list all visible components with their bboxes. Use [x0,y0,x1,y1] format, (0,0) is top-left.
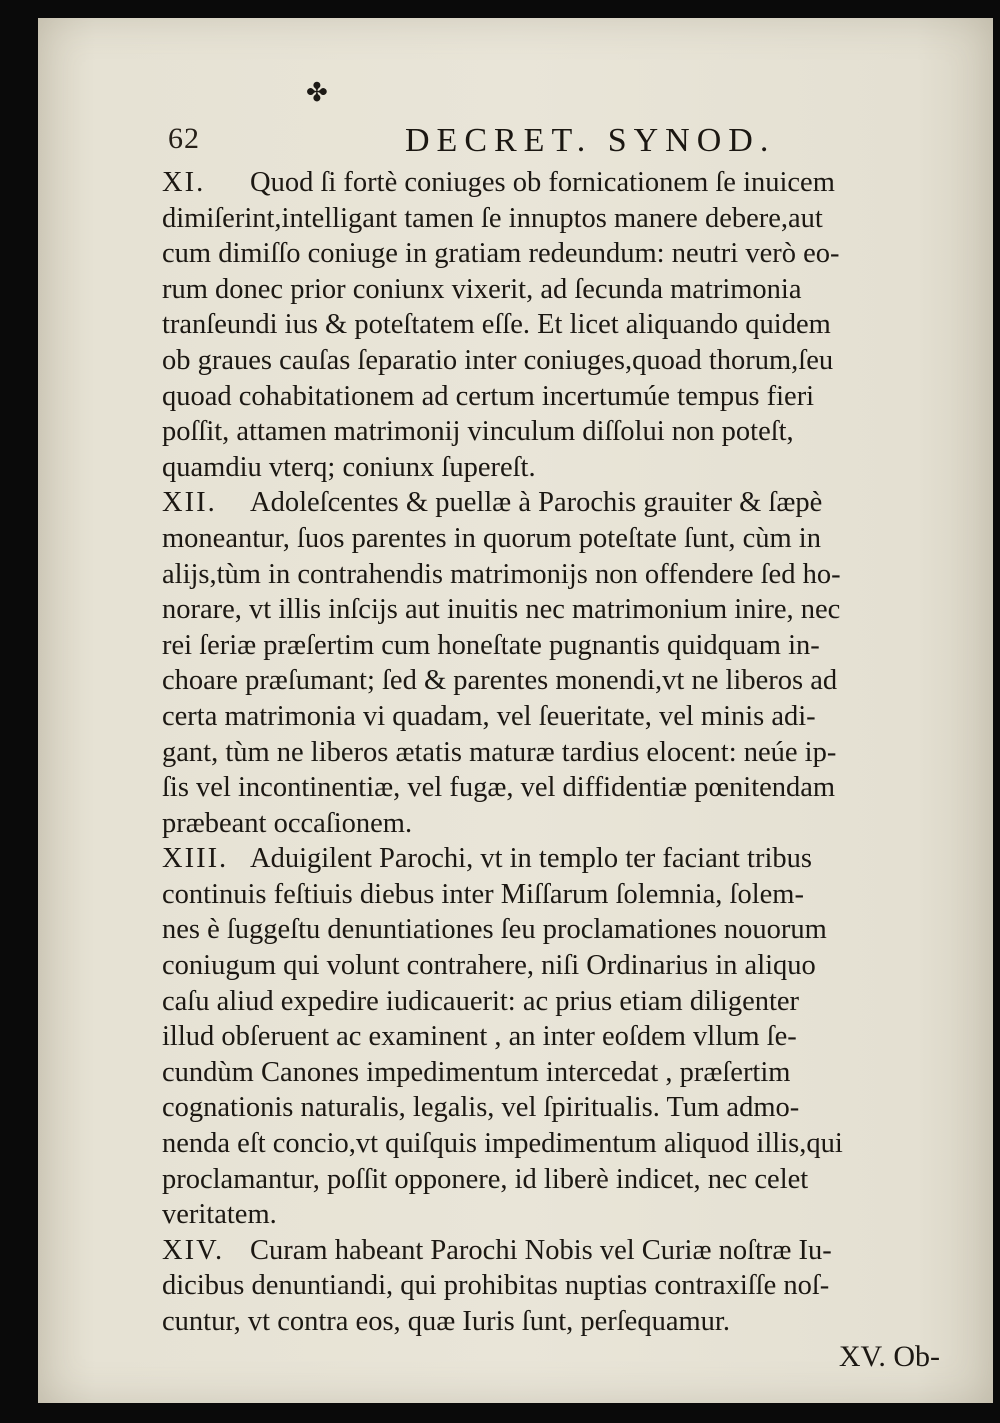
line-text: Curam habeant Parochi Nobis vel Curiæ noſtræ Iu- [250,1234,832,1266]
line-text: Aduigilent Parochi, vt in templo ter faciant tribus [250,843,812,875]
line-text: illud obſeruent ac examinent , an inter eoſdem vllum ſe- [162,1021,797,1053]
line-text: veritatem. [162,1199,277,1231]
text-line [162,1019,962,1055]
line-text: cognationis naturalis, legalis, vel ſpiritualis. Tum admo- [162,1092,800,1124]
running-head: DECRET. SYNOD. [405,122,776,159]
line-text: continuis feſtiuis diebus inter Miſſarum ſolemnia, ſolem- [162,878,804,910]
line-text: quamdiu vterq; coniunx ſupereſt. [162,451,536,483]
text-line [162,272,962,308]
text-line [162,628,962,664]
line-text: coniugum qui volunt contrahere, niſi Ordinarius in aliquo [162,950,816,982]
line-text: nes è ſuggeſtu denuntiationes ſeu proclamationes nouorum [162,914,827,946]
text-line [162,236,962,272]
line-text: caſu aliud expedire iudicauerit: ac prius etiam diligenter [162,985,800,1017]
line-text: præbeant occaſionem. [162,807,413,839]
line-text: rei ſeriæ præſertim cum honeſtate pugnantis quidquam in- [162,629,820,661]
line-text: ob graues cauſas ſeparatio inter coniuges,quoad thorum,ſeu [162,344,834,376]
line-text: nenda eſt concio,vt quiſquis impedimentum aliquod illis,qui [162,1128,843,1160]
line-text: tranſeundi ius & poteſtatem eſſe. Et licet aliquando quidem [162,309,831,341]
text-line [162,735,962,771]
text-line [162,699,962,735]
line-text: ſis vel incontinentiæ, vel fugæ, vel diffidentiæ pœnitendam [162,772,836,804]
text-line [162,806,962,842]
line-text: Quod ſi fortè coniuges ob fornicationem ſe inuicem [250,167,835,198]
catchword: XV. Ob- [838,1340,940,1373]
line-text: proclamantur, poſſit opponere, id liberè indicet, nec celet [162,1163,809,1195]
text-line [162,592,962,628]
section-number: XII. [162,487,217,519]
text-line [162,1197,962,1233]
line-text: moneantur, ſuos parentes in quorum poteſtate ſunt, cùm in [162,522,821,554]
line-text: quoad cohabitationem ad certum incertumúe tempus fieri [162,380,815,412]
text-line [162,912,962,948]
text-line [162,877,962,913]
line-text: cum dimiſſo coniuge in gratiam redeundum: neutri verò eo- [162,238,840,270]
text-line [162,1233,962,1269]
text-line [162,841,962,877]
section-number: XI. [162,167,206,198]
printer-mark-icon: ✤ [306,78,328,107]
line-text: dimiſerint,intelligant tamen ſe innuptos manere debere,aut [162,202,823,234]
body-text [162,165,962,1340]
text-line [162,1304,962,1340]
line-text: cuntur, vt contra eos, quæ Iuris ſunt, perſequamur. [162,1306,730,1337]
text-line [162,414,962,450]
text-line [162,343,962,379]
line-text: dicibus denuntiandi, qui prohibitas nuptias contraxiſſe noſ- [162,1270,830,1302]
line-text: cundùm Canones impedimentum intercedat , præſertim [162,1056,791,1088]
text-line [162,770,962,806]
text-line [162,1090,962,1126]
text-line [162,307,962,343]
line-text: alijs,tùm in contrahendis matrimonijs non offendere ſed ho- [162,558,841,590]
section-number: XIV. [162,1234,225,1266]
text-line [162,1162,962,1198]
line-text: Adoleſcentes & puellæ à Parochis grauiter & ſæpè [250,487,823,519]
text-line [162,663,962,699]
page-number: 62 [168,122,200,155]
section-number: XIII. [162,843,229,875]
line-text: rum donec prior coniunx vixerit, ad ſecunda matrimonia [162,273,802,305]
text-line [162,948,962,984]
text-line [162,557,962,593]
text-line [162,379,962,415]
text-line [162,984,962,1020]
text-line [162,521,962,557]
line-text: choare præſumant; ſed & parentes monendi,vt ne liberos ad [162,665,838,697]
text-line [162,485,962,521]
text-line [162,165,962,201]
text-line [162,1126,962,1162]
text-line [162,1268,962,1304]
line-text: poſſit, attamen matrimonij vinculum diſſolui non poteſt, [162,416,794,448]
text-line [162,450,962,486]
text-line [162,201,962,237]
line-text: norare, vt illis inſcijs aut inuitis nec matrimonium inire, nec [162,594,841,626]
line-text: gant, tùm ne liberos ætatis maturæ tardius elocent: neúe ip- [162,736,837,768]
line-text: certa matrimonia vi quadam, vel ſeueritate, vel minis adi- [162,700,816,732]
text-line [162,1055,962,1091]
